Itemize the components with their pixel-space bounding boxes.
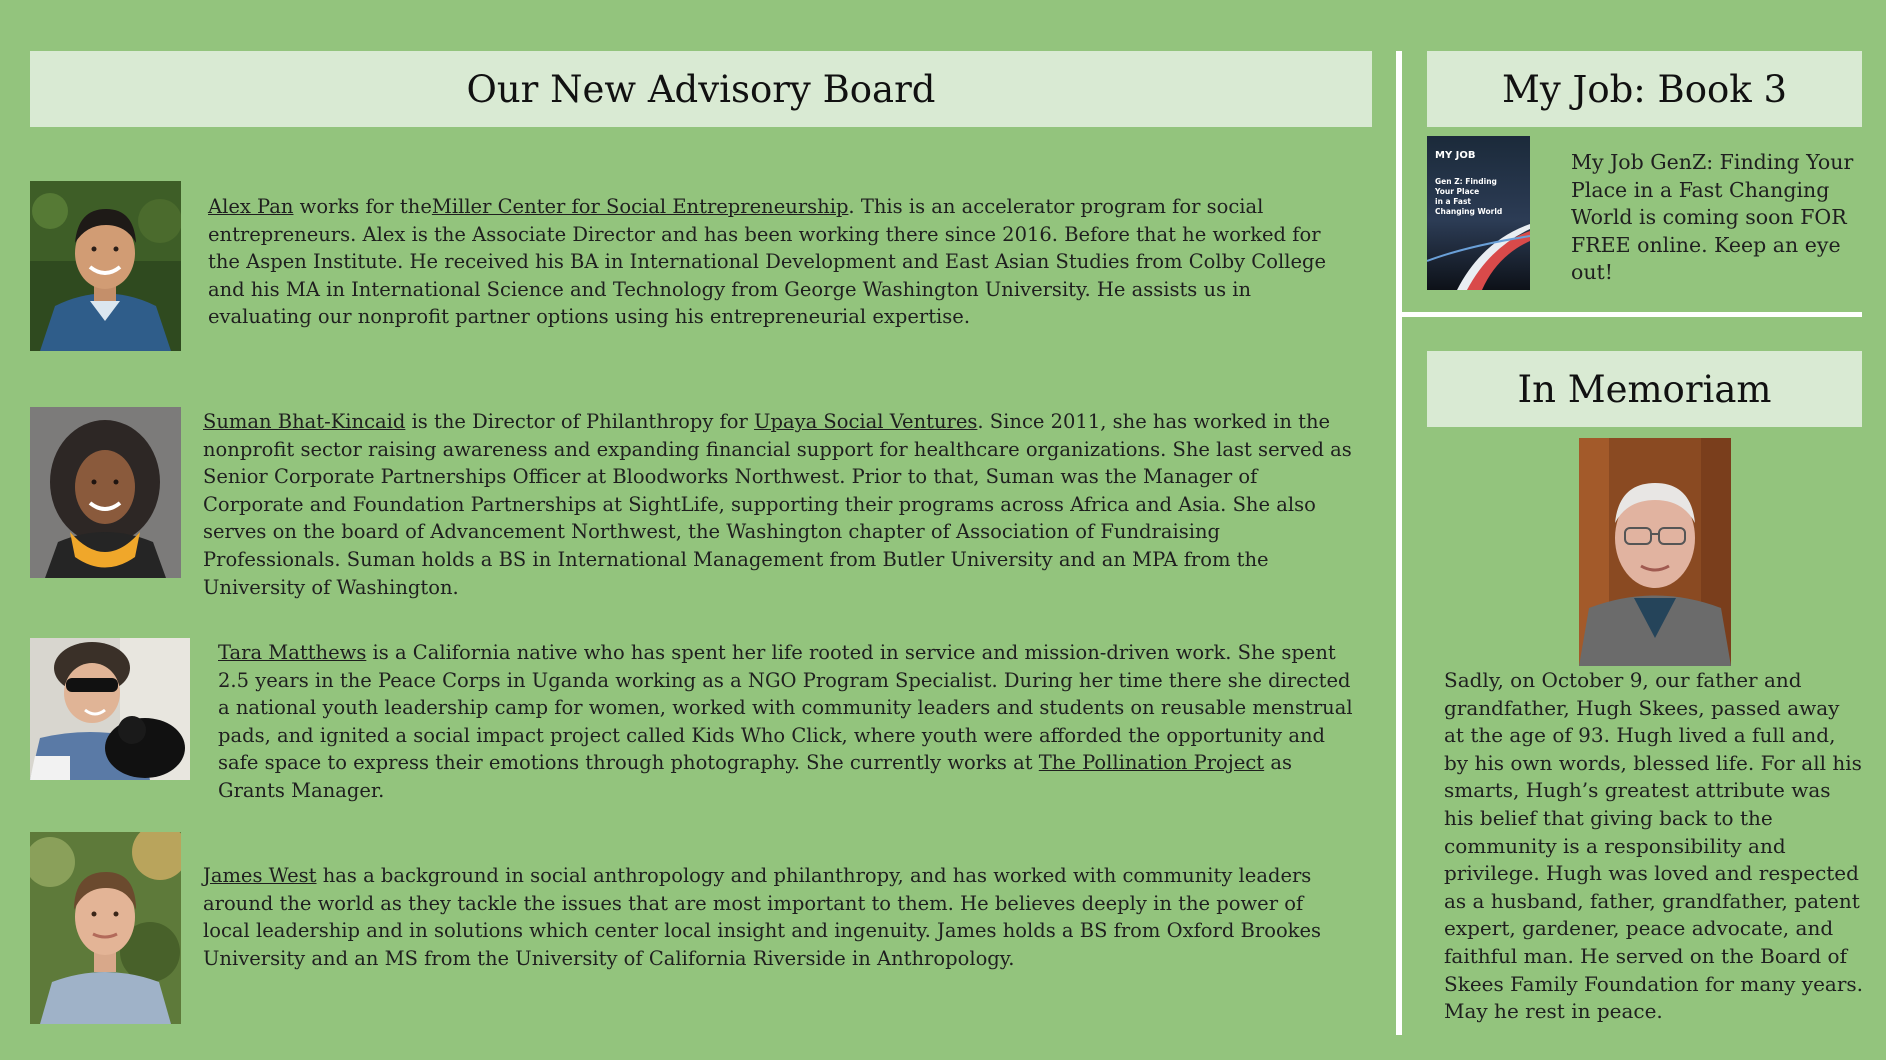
suman-bhat-kincaid-photo — [30, 407, 181, 578]
book-cover-image[interactable] — [1427, 136, 1530, 290]
svg-text:Gen Z: Finding Your Plac: Gen Z: Finding Your Place in a Fast Changing World — [1435, 177, 1503, 216]
alex-pan-bio: Alex Pan works for theMiller Center for Social Entrepreneurship. This is an accelerator program for social entrepreneurs. Alex is the Associate Director and has been working there since 2016. Before that he worked for the Aspen Institute. He received his BA in International Development and East Asian Studies from Colby College and his MA in International Science and Technology from George Washington University. He assists us in evaluating our nonprofit partner options using his entrepreneurial expertise. — [208, 195, 1327, 329]
suman-bhat-kincaid-link[interactable]: Suman Bhat-Kincaid — [203, 410, 406, 433]
hugh-skees-photo — [1579, 438, 1731, 666]
suman-bhat-kincaid-bio: Suman Bhat-Kincaid is the Director of Philanthropy for Upaya Social Ventures. Since 2011, she has worked in the nonprofit sector raising awareness and expanding financial support for healthcare organizations. She last served as Senior Corporate Partnerships Officer at Bloodworks Northwest. Prior to that, Suman was the Manager of Corporate and Foundation Partnerships at SightLife, supporting their programs across Africa and Asia. She also serves on the board of Advancement Northwest, the Washington chapter of Association of Fundraising Professionals. Suman holds a BS in International Management from Butler University and an MPA from the University of Washington. — [203, 410, 1352, 599]
james-west-link[interactable]: James West — [203, 864, 317, 887]
pollination-project-link[interactable]: The Pollination Project — [1038, 751, 1265, 775]
miller-center-link[interactable]: Miller Center for Social Entrepreneurship — [431, 195, 849, 218]
tara-matthews-link[interactable]: Tara Matthews — [218, 641, 367, 664]
james-west-bio: James West has a background in social anthropology and philanthropy, and has worked with community leaders around the world as they tackle the issues that are most important to them. He believes deeply in the power of local leadership and in solutions which center local insight and ingenuity. James holds a BS from Oxford Brookes University and an MS from the University of California Riverside in Anthropology. — [203, 864, 1322, 970]
memoriam-text: Sadly, on October 9, our father and grandfather, Hugh Skees, passed away at the age of 93. Hugh lived a full and, by his own words, blessed life. For all his smarts, Hugh’s greatest attribute was his belief that giving back to the community is a responsibility and privilege. Hugh was loved and respected as a husband, father, grandfather, patent expert, gardener, peace advocate, and faithful man. He served on the Board of Skees Family Foundation for many years. May he rest in peace. — [1444, 668, 1864, 1024]
horizontal-divider — [1402, 312, 1862, 317]
book-cover-logo: MY JOB — [1435, 150, 1476, 161]
alex-pan-photo — [30, 181, 181, 351]
james-west-photo — [30, 832, 181, 1024]
alex-pan-link[interactable]: Alex Pan — [208, 195, 294, 218]
tara-matthews-photo — [30, 638, 190, 780]
memoriam-title: In Memoriam — [1427, 351, 1862, 427]
advisory-board-title: Our New Advisory Board — [30, 51, 1372, 127]
tara-matthews-bio: Tara Matthews is a California native who has spent her life rooted in service and mission-driven work. She spent 2.5 years in the Peace Corps in Uganda working as a NGO Program Specialist. During her time there she directed a national youth leadership camp for women, worked with community leaders and students on reusable menstrual pads, and ignited a social impact project called Kids Who Click, where youth were afforded the opportunity and safe space to express their emotions through photography. She currently works at The Pollination Project as Grants Manager. — [218, 641, 1353, 802]
upaya-social-ventures-link[interactable]: Upaya Social Ventures — [754, 410, 978, 433]
book-description: My Job GenZ: Finding Your Place in a Fast Changing World is coming soon FOR FREE online. Keep an eye out! — [1571, 150, 1854, 285]
book-title: My Job: Book 3 — [1427, 51, 1862, 127]
vertical-divider — [1396, 51, 1402, 1035]
